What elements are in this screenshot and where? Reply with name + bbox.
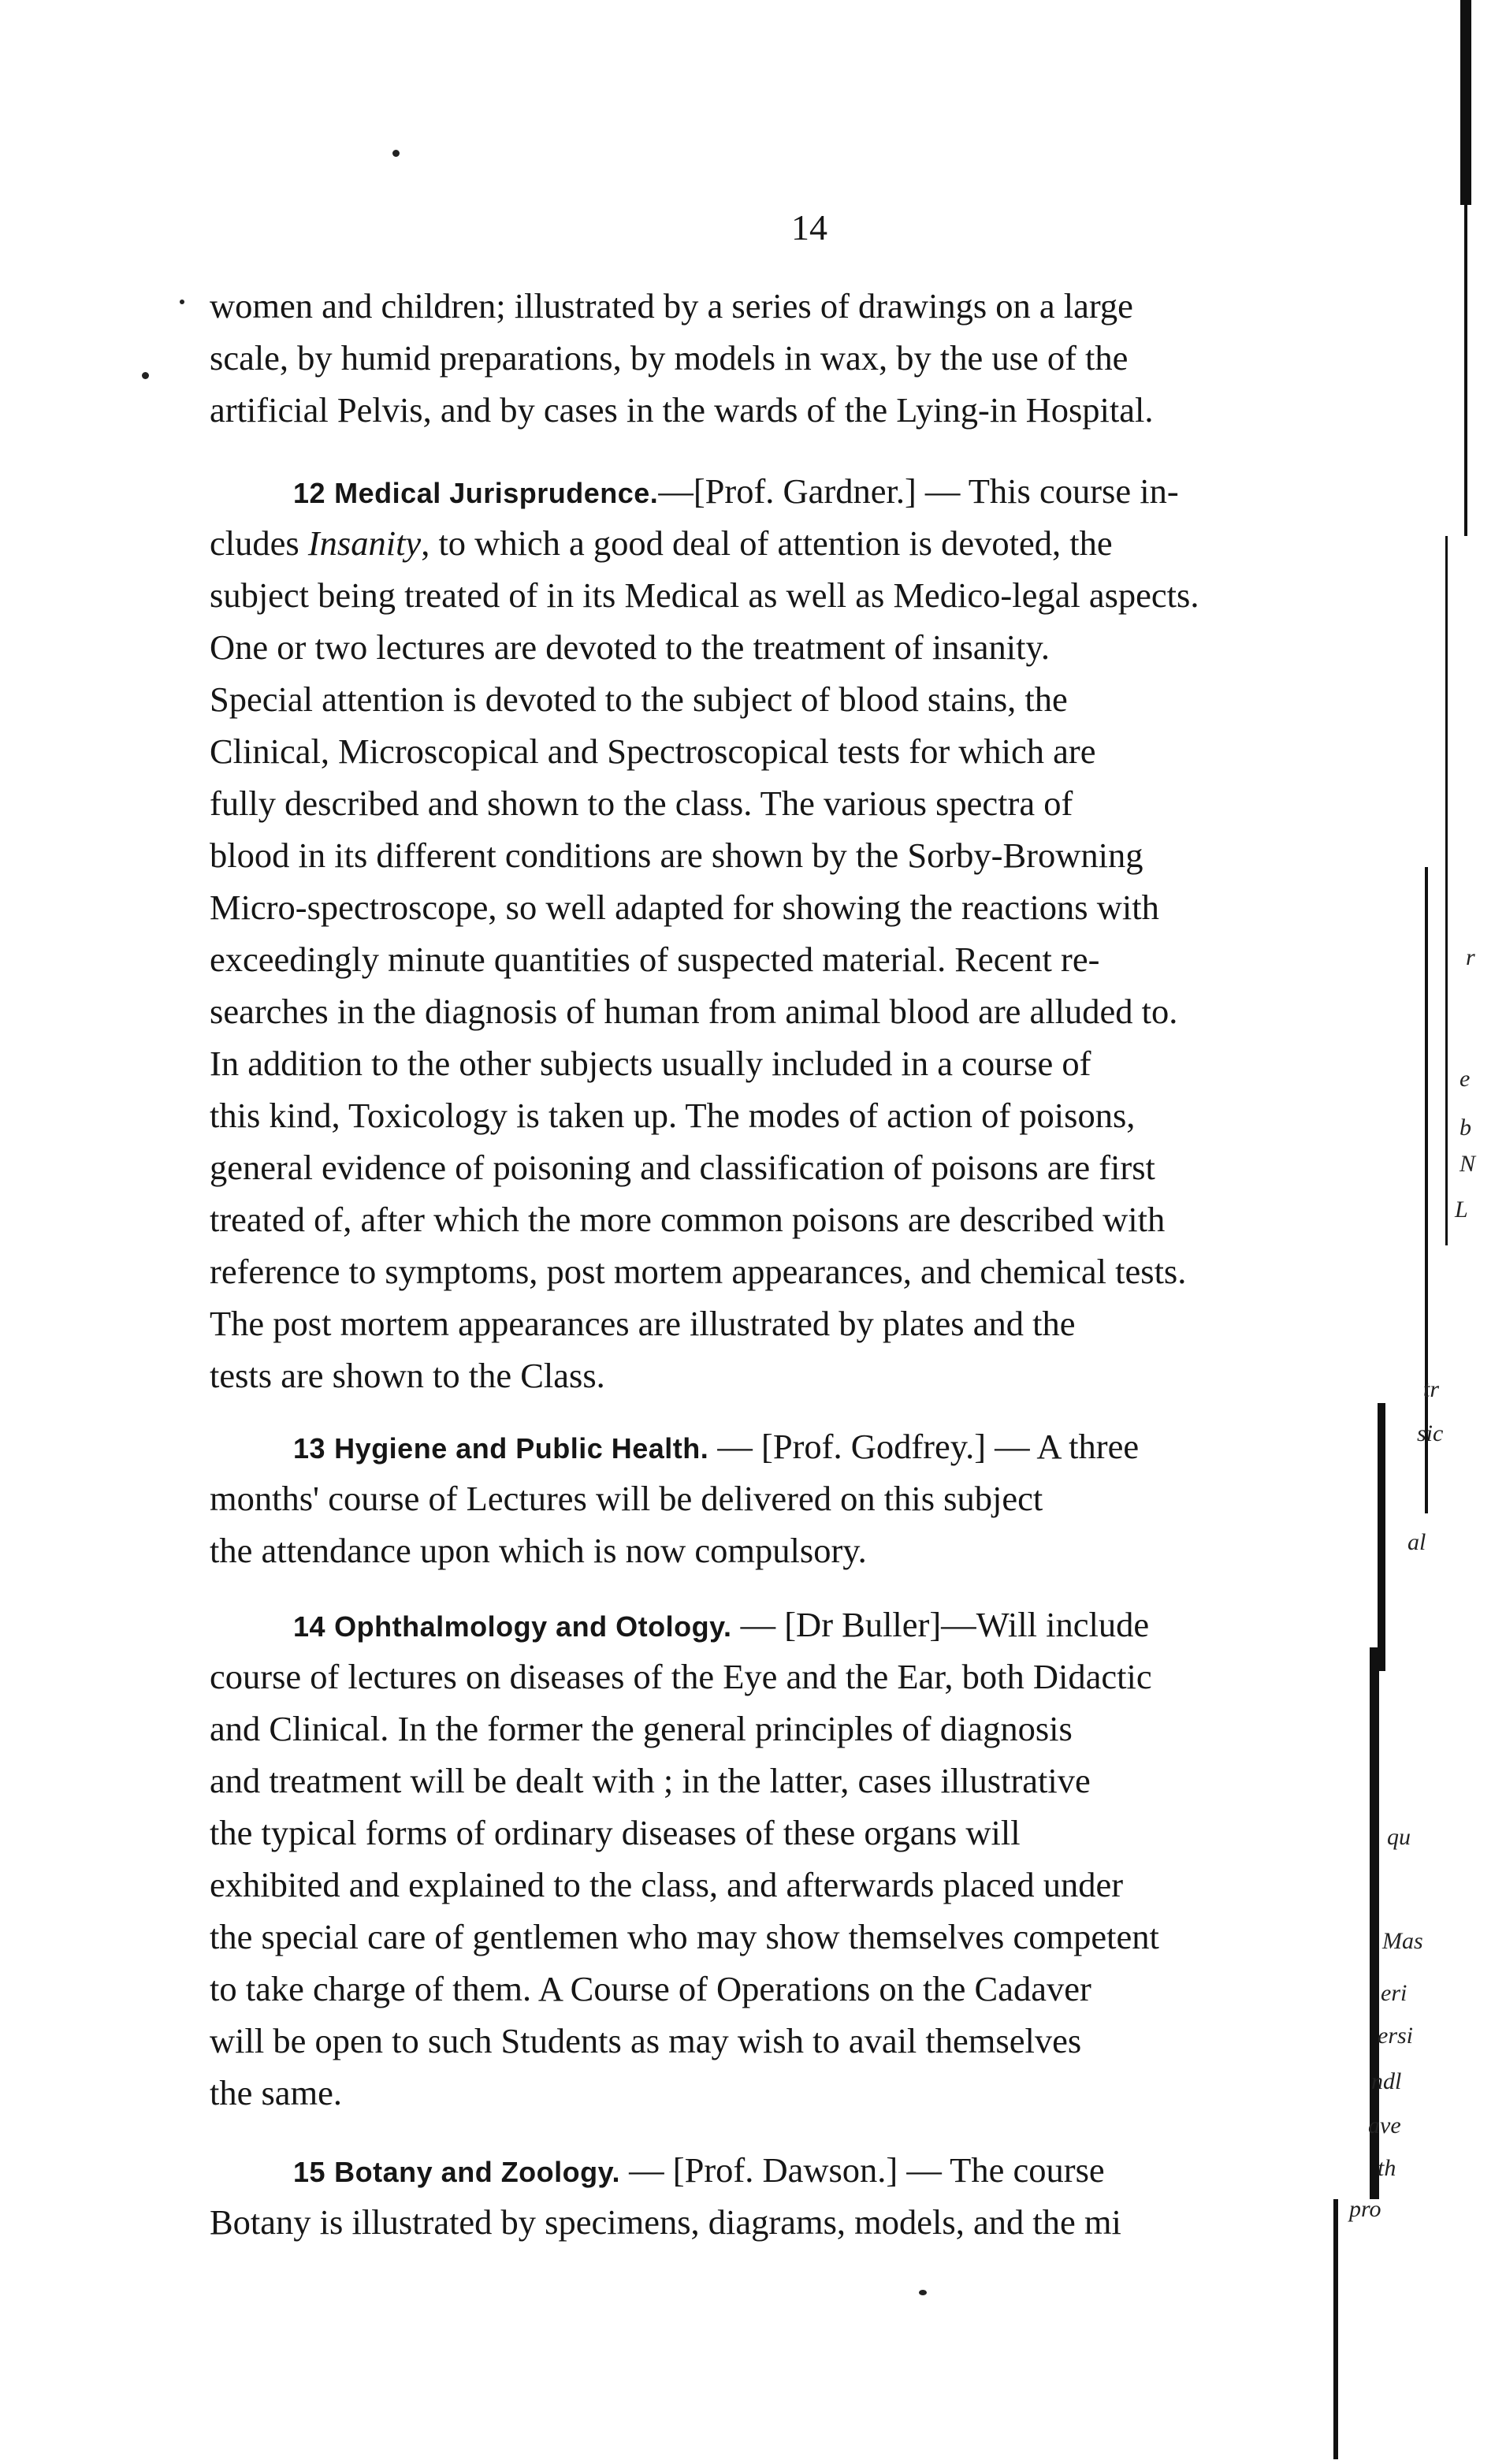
section-heading: Botany and Zoology. [334, 2156, 620, 2188]
text-line: exceedingly minute quantities of suspected material. Recent re- [210, 940, 1100, 979]
section-13-heading-line [293, 1423, 1139, 1472]
section-lead: — [Prof. Dawson.] — The course [620, 2150, 1105, 2190]
text-line: will be open to such Students as may wish to avail themselves [210, 2021, 1082, 2060]
facing-page-fragment: b [1460, 1115, 1471, 1141]
facing-page-fragment: L [1455, 1197, 1468, 1223]
page-number: 14 [791, 207, 827, 248]
gutter-rule [1425, 867, 1428, 1513]
text-line: the special care of gentlemen who may show themselves competent [210, 1917, 1159, 1956]
facing-page-fragment: tr [1423, 1376, 1440, 1402]
text-line: In addition to the other subjects usually included in a course of [210, 1044, 1091, 1083]
section-number: 15 [293, 2156, 326, 2188]
facing-page-fragment: r [1466, 944, 1475, 970]
text-line: general evidence of poisoning and classification of poisons are first [210, 1148, 1155, 1187]
facing-page-fragment: ersi [1378, 2023, 1413, 2049]
section-12-heading-line [293, 467, 1179, 517]
text-line: Clinical, Microscopical and Spectroscopical tests for which are [210, 731, 1096, 771]
section-15-heading-line [293, 2146, 1105, 2196]
section-number: 13 [293, 1432, 326, 1465]
text-line: blood in its different conditions are shown by the Sorby-Browning [210, 836, 1143, 875]
italic-term: Insanity [307, 523, 422, 563]
text-line: and treatment will be dealt with ; in the latter, cases illustrative [210, 1761, 1091, 1800]
text-line: subject being treated of in its Medical as well as Medico-legal aspects. [210, 575, 1199, 615]
facing-page-fragment: sic [1417, 1420, 1444, 1446]
ink-speck [142, 372, 149, 379]
text-line: tests are shown to the Class. [210, 1356, 605, 1395]
text-line: Micro-spectroscope, so well adapted for showing the reactions with [210, 888, 1159, 927]
facing-page-fragment: ndl [1371, 2068, 1402, 2094]
ink-speck [919, 2290, 927, 2295]
section-lead: — [Dr Buller]—Will include [731, 1605, 1150, 1644]
text-line: the same. [210, 2073, 343, 2112]
text-line: Botany is illustrated by specimens, diagrams, models, and the mi [210, 2202, 1121, 2242]
facing-page-fragment: Mas [1382, 1928, 1423, 1954]
section-heading: Hygiene and Public Health. [334, 1432, 709, 1465]
facing-page-fragment: N [1460, 1151, 1476, 1177]
gutter-rule [1445, 536, 1448, 1245]
facing-page-fragment: al [1407, 1529, 1426, 1555]
ink-speck [180, 300, 184, 304]
text-line: to take charge of them. A Course of Operations on the Cadaver [210, 1969, 1091, 2008]
facing-page-fragment: th [1378, 2155, 1396, 2181]
text-line: exhibited and explained to the class, and afterwards placed under [210, 1865, 1124, 1904]
gutter-rule [1333, 2199, 1338, 2459]
section-heading: Ophthalmology and Otology. [334, 1610, 732, 1643]
section-number: 14 [293, 1610, 326, 1643]
facing-page-fragment: qu [1387, 1824, 1411, 1850]
text-line: artificial Pelvis, and by cases in the wards of the Lying-in Hospital. [210, 390, 1154, 430]
gutter-rule [1464, 205, 1467, 536]
text-line: Special attention is devoted to the subject of blood stains, the [210, 679, 1068, 719]
section-lead: — [Prof. Godfrey.] — A three [708, 1427, 1140, 1466]
text-line: the typical forms of ordinary diseases of these organs will [210, 1813, 1021, 1852]
text-line: fully described and shown to the class. The various spectra of [210, 783, 1073, 823]
section-lead: —[Prof. Gardner.] — This course in- [658, 471, 1179, 511]
facing-page-fragment: e [1460, 1066, 1471, 1092]
text-line: cludes Insanity, to which a good deal of attention is devoted, the [210, 523, 1113, 563]
text-line: and Clinical. In the former the general principles of diagnosis [210, 1709, 1073, 1748]
section-heading: Medical Jurisprudence. [334, 477, 659, 509]
text-line: The post mortem appearances are illustrated by plates and the [210, 1304, 1076, 1343]
text-line: reference to symptoms, post mortem appearances, and chemical tests. [210, 1252, 1187, 1291]
text-line: treated of, after which the more common poisons are described with [210, 1200, 1166, 1239]
section-number: 12 [293, 477, 326, 509]
text-line: the attendance upon which is now compulsory. [210, 1531, 867, 1570]
text-line: One or two lectures are devoted to the treatment of insanity. [210, 627, 1050, 667]
facing-page-fragment: ave [1368, 2112, 1401, 2138]
facing-page-fragment: eri [1381, 1980, 1407, 2006]
text-line: course of lectures on diseases of the Eye and the Ear, both Didactic [210, 1657, 1152, 1696]
ink-speck [392, 150, 400, 157]
text-line: searches in the diagnosis of human from animal blood are alluded to. [210, 992, 1178, 1031]
text-line: this kind, Toxicology is taken up. The modes of action of poisons, [210, 1096, 1136, 1135]
text-line: months' course of Lectures will be delivered on this subject [210, 1479, 1043, 1518]
gutter-shadow [1460, 0, 1471, 205]
text-line: women and children; illustrated by a series of drawings on a large [210, 286, 1133, 326]
gutter-shadow [1378, 1403, 1385, 1671]
text-line: scale, by humid preparations, by models in wax, by the use of the [210, 338, 1129, 378]
section-14-heading-line [293, 1601, 1149, 1651]
facing-page-fragment: pro [1349, 2196, 1381, 2222]
